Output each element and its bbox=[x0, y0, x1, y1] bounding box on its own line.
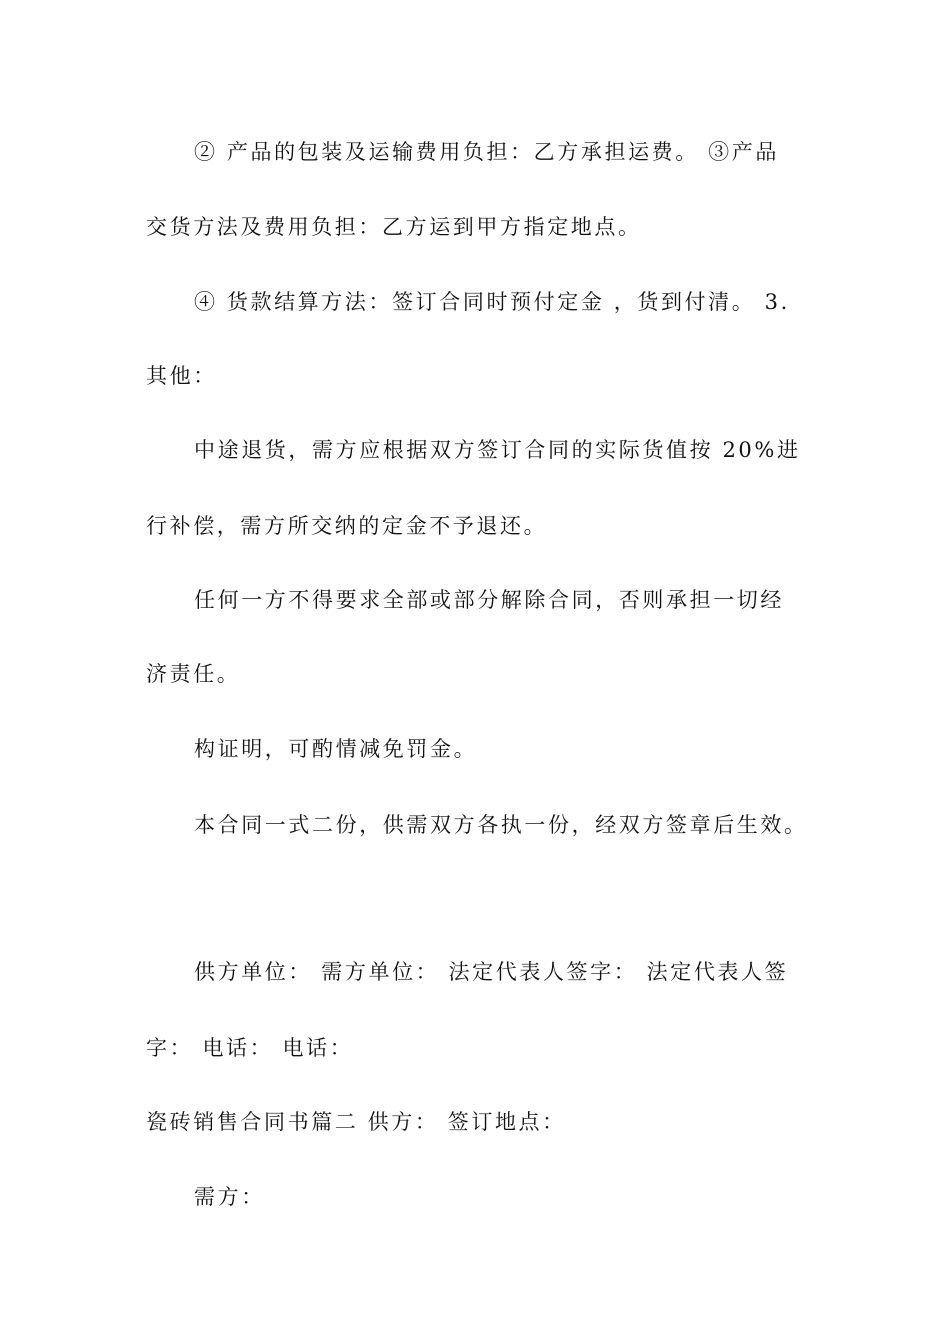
paragraph-line-10: 本合同一式二份，供需双方各执一份，经双方签章后生效。 bbox=[194, 813, 808, 837]
paragraph-line-1: ② 产品的包装及运输费用负担：乙方承担运费。 ③产品 bbox=[194, 140, 779, 164]
paragraph-line-2: 交货方法及费用负担：乙方运到甲方指定地点。 bbox=[146, 215, 642, 239]
signature-line-2: 字： 电话： 电话： bbox=[146, 1036, 354, 1060]
party-line: 需方： bbox=[194, 1185, 265, 1209]
paragraph-line-8: 济责任。 bbox=[146, 662, 241, 686]
paragraph-line-7: 任何一方不得要求全部或部分解除合同，否则承担一切经 bbox=[194, 588, 784, 612]
signature-line-1: 供方单位： 需方单位： 法定代表人签字： 法定代表人签 bbox=[194, 960, 789, 984]
paragraph-line-5: 中途退货，需方应根据双方签订合同的实际货值按 20%进 bbox=[194, 438, 801, 462]
paragraph-line-9: 构证明，可酌情减免罚金。 bbox=[194, 737, 478, 761]
paragraph-line-6: 行补偿，需方所交纳的定金不予退还。 bbox=[146, 514, 548, 538]
section-heading-line: 瓷砖销售合同书篇二 供方： 签订地点： bbox=[146, 1110, 566, 1134]
paragraph-line-3: ④ 货款结算方法：签订合同时预付定金 ，货到付清。 3. bbox=[194, 290, 790, 314]
paragraph-line-4: 其他： bbox=[146, 364, 217, 388]
